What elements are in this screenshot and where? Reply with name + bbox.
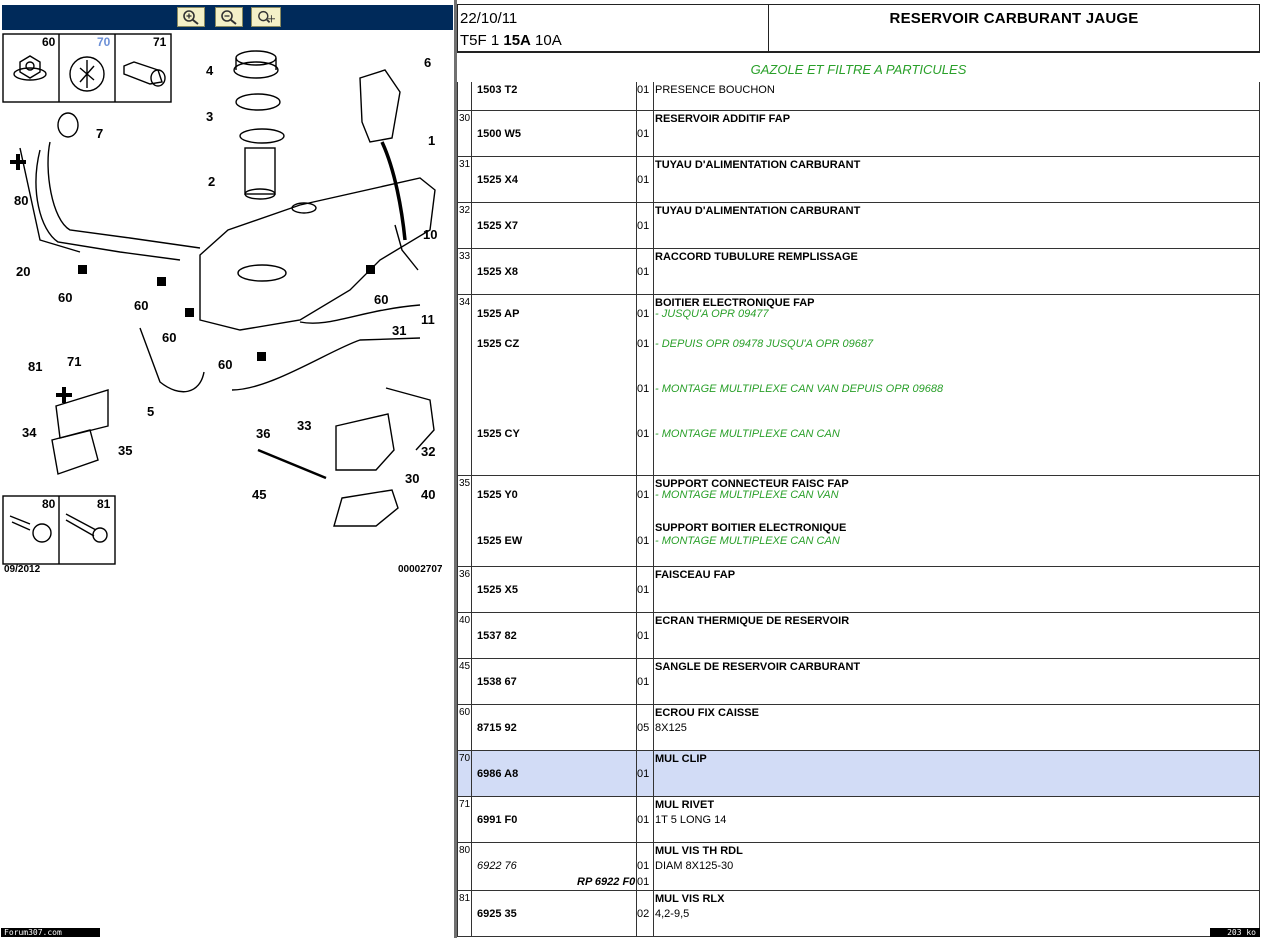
part-title: FAISCEAU FAP xyxy=(655,569,736,581)
column-divider xyxy=(1259,797,1260,842)
ref-number: 33 xyxy=(459,251,471,262)
quantity: 01 xyxy=(637,630,650,642)
column-divider xyxy=(1259,111,1260,156)
table-row[interactable] xyxy=(457,157,1260,203)
table-row[interactable] xyxy=(457,567,1260,613)
callout-label[interactable]: 30 xyxy=(405,471,420,486)
column-divider xyxy=(653,659,654,704)
column-divider xyxy=(1259,613,1260,658)
ref-number: 36 xyxy=(459,569,471,580)
column-divider xyxy=(653,843,654,890)
zoom-out-button[interactable] xyxy=(215,7,243,27)
callout-label[interactable]: 80 xyxy=(14,193,29,208)
ref-cell xyxy=(457,891,472,936)
callout-label[interactable]: 6 xyxy=(424,55,432,70)
ref-number: 34 xyxy=(459,297,471,308)
quantity: 01 xyxy=(637,383,650,395)
diagram-panel xyxy=(0,0,455,938)
ref-number: 30 xyxy=(459,113,471,124)
quantity: 01 xyxy=(637,308,650,320)
inset-label[interactable]: 80 xyxy=(42,497,56,511)
part-number: 1538 67 xyxy=(477,676,517,688)
column-divider xyxy=(1259,203,1260,248)
callout-label[interactable]: 71 xyxy=(67,354,82,369)
callout-label[interactable]: 20 xyxy=(16,264,31,279)
column-divider xyxy=(653,613,654,658)
column-divider xyxy=(1259,843,1260,890)
table-row[interactable] xyxy=(457,705,1260,751)
ref-number: 31 xyxy=(459,159,471,170)
column-divider xyxy=(1259,567,1260,612)
table-row[interactable] xyxy=(457,249,1260,295)
zoom-fit-button[interactable] xyxy=(251,7,281,27)
part-note: - MONTAGE MULTIPLEXE CAN CAN xyxy=(655,535,840,547)
ref-cell xyxy=(457,843,472,890)
callout-label[interactable]: 2 xyxy=(208,174,216,189)
part-spec: 1T 5 LONG 14 xyxy=(655,814,727,826)
part-title: BOITIER ELECTRONIQUE FAP xyxy=(655,297,815,309)
part-number: 1500 W5 xyxy=(477,128,522,140)
part-title: MUL CLIP xyxy=(655,753,707,765)
part-number: 1525 X7 xyxy=(477,220,518,232)
part-title: RESERVOIR ADDITIF FAP xyxy=(655,113,791,125)
part-note: - DEPUIS OPR 09478 JUSQU'A OPR 09687 xyxy=(655,338,874,350)
column-divider xyxy=(1259,705,1260,750)
column-divider xyxy=(653,476,654,566)
ref-number: 60 xyxy=(459,707,471,718)
column-divider xyxy=(653,751,654,796)
part-number: 1525 EW xyxy=(477,535,523,547)
table-row[interactable] xyxy=(457,476,1260,567)
forum-watermark: Forum307.com xyxy=(1,928,100,937)
column-divider xyxy=(653,111,654,156)
exploded-parts-diagram xyxy=(0,30,455,580)
table-row[interactable] xyxy=(457,659,1260,705)
part-number: 1525 CZ xyxy=(477,338,520,350)
part-title: MUL VIS TH RDL xyxy=(655,845,743,857)
zoom-in-icon xyxy=(182,9,200,25)
column-divider xyxy=(653,295,654,475)
ref-cell xyxy=(457,157,472,202)
code-suffix: 10A xyxy=(530,32,562,49)
part-number: 1525 Y0 xyxy=(477,489,518,501)
column-divider xyxy=(1259,82,1260,110)
callout-label[interactable]: 60 xyxy=(162,330,177,345)
ref-cell xyxy=(457,476,472,566)
callout-label[interactable]: 32 xyxy=(421,444,436,459)
ref-number: 70 xyxy=(459,753,471,764)
code-prefix: T5F 1 xyxy=(460,32,504,49)
header-vehicle-code xyxy=(460,32,562,49)
quantity: 01 xyxy=(637,128,650,140)
quantity: 05 xyxy=(637,722,650,734)
table-row[interactable] xyxy=(457,203,1260,249)
ref-cell xyxy=(457,613,472,658)
part-number: RP 6922 F0 xyxy=(577,876,636,888)
table-row[interactable] xyxy=(457,751,1260,797)
column-divider xyxy=(653,891,654,936)
header-date: 22/10/11 xyxy=(460,10,518,27)
quantity: 01 xyxy=(637,876,650,888)
callout-label[interactable]: 40 xyxy=(421,487,436,502)
ref-cell xyxy=(457,751,472,796)
ref-cell xyxy=(457,82,472,110)
callout-label[interactable]: 36 xyxy=(256,426,271,441)
part-number: 6925 35 xyxy=(477,908,517,920)
ref-number: 40 xyxy=(459,615,471,626)
ref-cell xyxy=(457,659,472,704)
part-title: SUPPORT BOITIER ELECTRONIQUE xyxy=(655,522,847,534)
part-number: 1525 X8 xyxy=(477,266,518,278)
callout-label[interactable]: 4 xyxy=(206,63,214,78)
quantity: 01 xyxy=(637,174,650,186)
parts-panel xyxy=(457,0,1261,938)
part-title: TUYAU D'ALIMENTATION CARBURANT xyxy=(655,159,861,171)
ref-cell xyxy=(457,249,472,294)
quantity: 01 xyxy=(637,84,650,96)
callout-label[interactable]: 60 xyxy=(374,292,389,307)
quantity: 01 xyxy=(637,489,650,501)
callout-label[interactable]: 11 xyxy=(421,312,435,327)
column-divider xyxy=(1259,476,1260,566)
ref-number: 35 xyxy=(459,478,471,489)
part-title: RACCORD TUBULURE REMPLISSAGE xyxy=(655,251,858,263)
callout-label[interactable]: 35 xyxy=(118,443,133,458)
column-divider xyxy=(653,203,654,248)
file-size-tag: 203 ko xyxy=(1210,928,1260,937)
table-row[interactable] xyxy=(457,797,1260,843)
code-bold: 15A xyxy=(503,32,531,49)
ref-cell xyxy=(457,111,472,156)
ref-cell xyxy=(457,203,472,248)
part-number: 1525 X5 xyxy=(477,584,518,596)
section-title: GAZOLE ET FILTRE A PARTICULES xyxy=(750,62,967,77)
part-title: MUL RIVET xyxy=(655,799,715,811)
part-title: ECRAN THERMIQUE DE RESERVOIR xyxy=(655,615,850,627)
page-header xyxy=(457,4,1260,53)
part-note: - MONTAGE MULTIPLEXE CAN VAN DEPUIS OPR 09688 xyxy=(655,383,944,395)
quantity: 01 xyxy=(637,266,650,278)
inset-label[interactable]: 70 xyxy=(97,35,111,49)
column-divider xyxy=(1259,659,1260,704)
quantity: 01 xyxy=(637,860,650,872)
callout-label[interactable]: 45 xyxy=(252,487,267,502)
quantity: 01 xyxy=(637,768,650,780)
quantity: 01 xyxy=(637,535,650,547)
part-number: 6986 A8 xyxy=(477,768,519,780)
column-divider xyxy=(653,82,654,110)
inset-label[interactable]: 71 xyxy=(153,35,167,49)
callout-label[interactable]: 3 xyxy=(206,109,214,124)
table-row[interactable] xyxy=(457,891,1260,937)
callout-label[interactable]: 60 xyxy=(58,290,73,305)
part-title: SANGLE DE RESERVOIR CARBURANT xyxy=(655,661,861,673)
quantity: 01 xyxy=(637,428,650,440)
callout-label[interactable]: 7 xyxy=(96,126,104,141)
column-divider xyxy=(653,705,654,750)
column-divider xyxy=(1259,249,1260,294)
part-number: 6991 F0 xyxy=(477,814,518,826)
callout-label[interactable]: 33 xyxy=(297,418,312,433)
part-note: - MONTAGE MULTIPLEXE CAN VAN xyxy=(655,489,839,501)
part-title: MUL VIS RLX xyxy=(655,893,725,905)
ref-number: 71 xyxy=(459,799,471,810)
part-number: 1537 82 xyxy=(477,630,517,642)
column-divider xyxy=(1259,751,1260,796)
part-number: 1503 T2 xyxy=(477,84,518,96)
ref-cell xyxy=(457,705,472,750)
table-row[interactable] xyxy=(457,82,1260,111)
diagram-reference: 00002707 xyxy=(398,564,443,575)
zoom-toolbar xyxy=(2,5,453,30)
ref-number: 32 xyxy=(459,205,471,216)
part-title: TUYAU D'ALIMENTATION CARBURANT xyxy=(655,205,861,217)
part-number: 8715 92 xyxy=(477,722,517,734)
quantity: 01 xyxy=(637,220,650,232)
part-spec: DIAM 8X125-30 xyxy=(655,860,734,872)
part-number: 1525 X4 xyxy=(477,174,518,186)
part-number: 1525 CY xyxy=(477,428,520,440)
table-row[interactable] xyxy=(457,843,1260,891)
part-number: 1525 AP xyxy=(477,308,520,320)
zoom-in-button[interactable] xyxy=(177,7,205,27)
part-spec: PRESENCE BOUCHON xyxy=(655,84,775,96)
ref-number: 81 xyxy=(459,893,471,904)
table-row[interactable] xyxy=(457,295,1260,476)
diagram-date: 09/2012 xyxy=(4,564,41,575)
callout-label[interactable]: 60 xyxy=(134,298,149,313)
inset-label[interactable]: 60 xyxy=(42,35,56,49)
quantity: 01 xyxy=(637,814,650,826)
ref-number: 80 xyxy=(459,845,471,856)
column-divider xyxy=(653,797,654,842)
column-divider xyxy=(653,249,654,294)
part-spec: 8X125 xyxy=(655,722,687,734)
page-title: RESERVOIR CARBURANT JAUGE xyxy=(889,10,1139,27)
callout-label[interactable]: 34 xyxy=(22,425,37,440)
table-row[interactable] xyxy=(457,613,1260,659)
header-separator xyxy=(768,5,769,52)
part-note: - JUSQU'A OPR 09477 xyxy=(655,308,769,320)
callout-label[interactable]: 5 xyxy=(147,404,155,419)
callout-label[interactable]: 81 xyxy=(28,359,43,374)
zoom-fit-icon xyxy=(257,9,275,25)
part-title: SUPPORT CONNECTEUR FAISC FAP xyxy=(655,478,849,490)
column-divider xyxy=(653,157,654,202)
table-row[interactable] xyxy=(457,111,1260,157)
quantity: 02 xyxy=(637,908,650,920)
callout-label[interactable]: 31 xyxy=(392,323,407,338)
inset-label[interactable]: 81 xyxy=(97,497,111,511)
ref-cell xyxy=(457,295,472,475)
ref-cell xyxy=(457,567,472,612)
zoom-out-icon xyxy=(220,9,238,25)
callout-label[interactable]: 60 xyxy=(218,357,233,372)
column-divider xyxy=(1259,157,1260,202)
callout-label[interactable]: 10 xyxy=(423,227,438,242)
callout-label[interactable]: 1 xyxy=(428,133,436,148)
column-divider xyxy=(1259,295,1260,475)
quantity: 01 xyxy=(637,584,650,596)
quantity: 01 xyxy=(637,338,650,350)
part-title: ECROU FIX CAISSE xyxy=(655,707,759,719)
quantity: 01 xyxy=(637,676,650,688)
part-note: - MONTAGE MULTIPLEXE CAN CAN xyxy=(655,428,840,440)
ref-cell xyxy=(457,797,472,842)
ref-number: 45 xyxy=(459,661,471,672)
part-number: 6922 76 xyxy=(477,860,517,872)
part-spec: 4,2-9,5 xyxy=(655,908,690,920)
column-divider xyxy=(653,567,654,612)
